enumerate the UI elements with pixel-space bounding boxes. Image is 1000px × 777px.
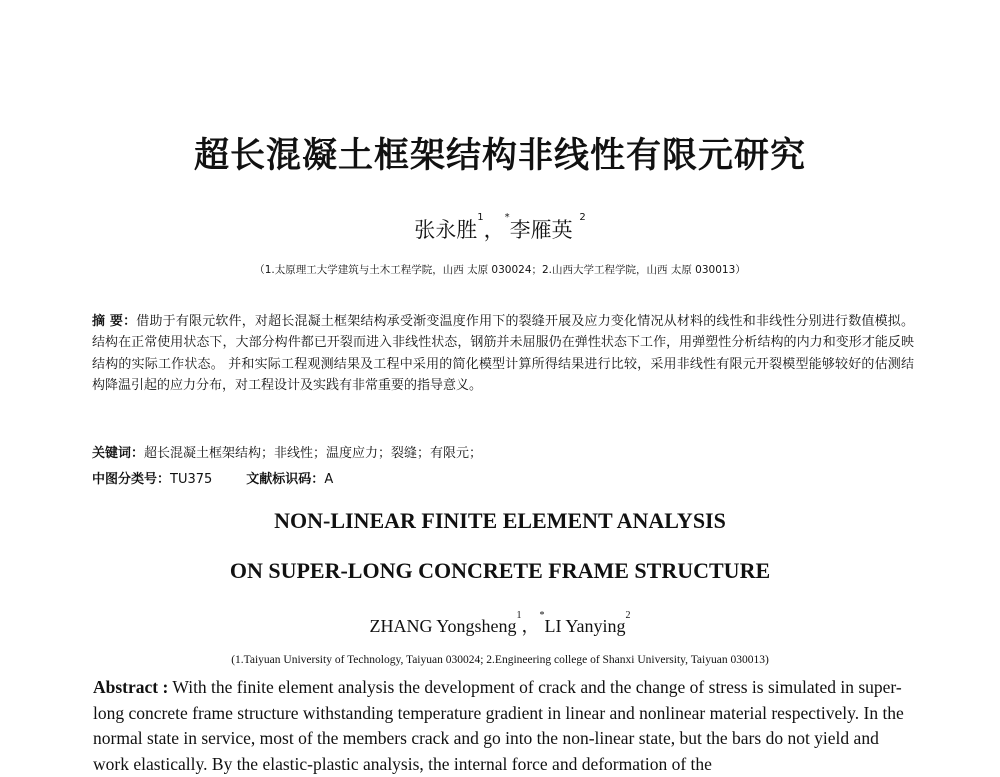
classification-label: 中图分类号： bbox=[92, 472, 171, 487]
abstract-text-en: With the finite element analysis the development of crack and the change of stress is simulated in super-long concrete frame structure withstanding temperature gradient in linear and nonlinear material respectively. In the normal state in service, most of the members crack and go into the non-linear state, but the bars do not yield and work elastically. By the elastic-plastic analysis, the internal force and deformation of the bbox=[93, 677, 904, 774]
abstract-label-en: Abstract : bbox=[93, 677, 169, 697]
authors-english bbox=[0, 612, 1000, 638]
title-english-line-2: ON SUPER-LONG CONCRETE FRAME STRUCTURE bbox=[229, 558, 771, 583]
author-1-affil-mark-cn: 1 bbox=[477, 212, 484, 223]
author-2-name-en: LI Yanying bbox=[544, 616, 626, 636]
keywords-text-cn: 超长混凝土框架结构；非线性；温度应力；裂缝；有限元； bbox=[144, 446, 483, 461]
author-separator-en: ， bbox=[521, 616, 540, 636]
affiliations-chinese: （1.太原理工大学建筑与土木工程学院，山西 太原 030024；2.山西大学工程学院，山西 太原 030013） bbox=[254, 264, 746, 276]
affiliations-english: (1.Taiyuan University of Technology, Taiyuan 030024; 2.Engineering college of Shanxi University, Taiyuan 030013) bbox=[231, 654, 769, 666]
author-2-affil-mark-en: 2 bbox=[625, 610, 631, 621]
document-code-value: A bbox=[324, 472, 334, 487]
authors-chinese bbox=[0, 214, 1000, 244]
abstract-label-cn: 摘 要： bbox=[92, 314, 137, 329]
keywords-label-cn: 关键词： bbox=[92, 446, 145, 461]
corresponding-mark-cn: * bbox=[504, 212, 510, 223]
title-english-line-1: NON-LINEAR FINITE ELEMENT ANALYSIS bbox=[274, 508, 726, 533]
document-code-label: 文献标识码： bbox=[246, 472, 325, 487]
corresponding-mark-en: * bbox=[539, 610, 545, 621]
classification-value: TU375 bbox=[170, 472, 213, 487]
classification-line bbox=[92, 468, 914, 487]
author-1-name-cn: 张永胜 bbox=[414, 218, 478, 242]
abstract-text-cn: 借助于有限元软件，对超长混凝土框架结构承受渐变温度作用下的裂缝开展及应力变化情况从材料的线性和非线性分别进行数值模拟。结构在正常使用状态下，大部分构件都已开裂而进入非线性状态，钢筋并未屈服仍在弹性状态下工作，用弹塑性分析结构的内力和变形才能反映结构的实际工作状态。 并和实际工程观测结果及工程中采用的简化模型计算所得结果进行比较，采用非线性有限元开裂模型能够较好的估测结构降温引起的应力分布，对工程设计及实践有非常重要的指导意义。 bbox=[92, 314, 914, 394]
author-1-name-en: ZHANG Yongsheng bbox=[369, 616, 517, 636]
author-2-name-cn: 李雁英 bbox=[509, 218, 573, 242]
author-separator-cn: ， bbox=[483, 218, 505, 242]
keywords-chinese bbox=[92, 442, 914, 461]
author-2-affil-mark-cn: 2 bbox=[579, 212, 586, 223]
abstract-chinese bbox=[92, 311, 914, 397]
title-chinese: 超长混凝土框架结构非线性有限元研究 bbox=[193, 136, 806, 176]
author-1-affil-mark-en: 1 bbox=[516, 610, 522, 621]
abstract-english bbox=[93, 675, 913, 777]
